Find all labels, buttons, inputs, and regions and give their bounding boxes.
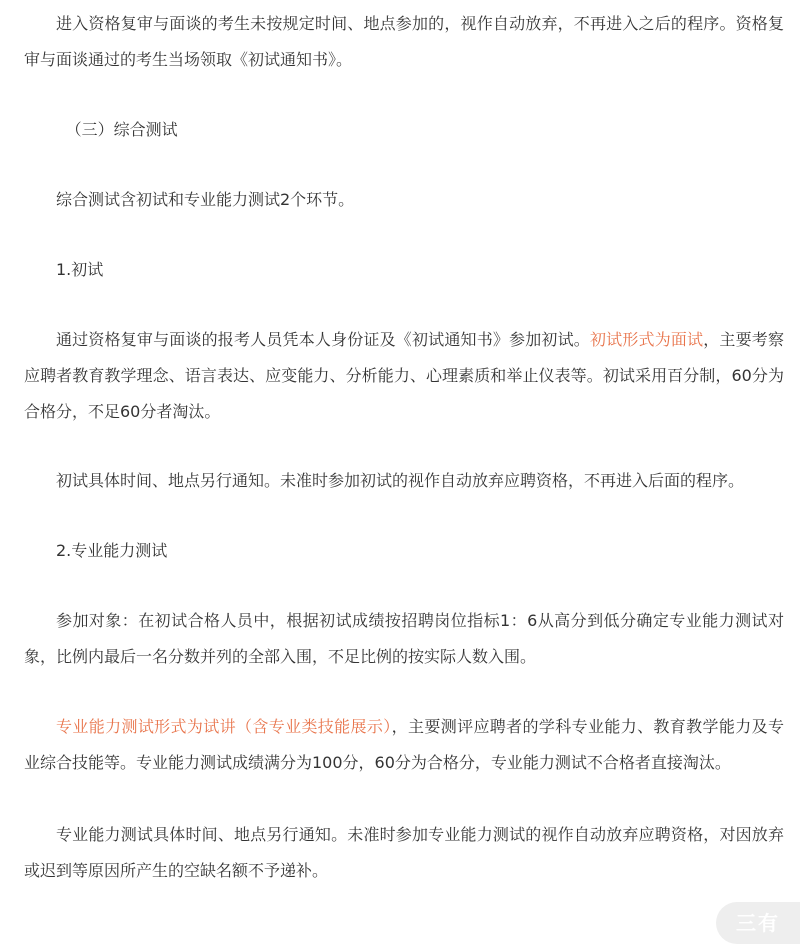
watermark-badge: [716, 902, 800, 944]
article-body: [24, 6, 784, 889]
preliminary-test-text-1: 通过资格复审与面谈的报考人员凭本人身份证及《初试通知书》参加初试。: [56, 330, 590, 349]
professional-test-text: ，主要测评应聘者的学科专业能力、教育教学能力及专业综合技能等。专业能力测试成绩满分为100分，60分为合格分，专业能力测试不合格者直接淘汰。: [24, 717, 784, 772]
watermark-label: 三有: [736, 911, 780, 935]
subheading-preliminary-test: 1.初试: [56, 260, 104, 279]
preliminary-test-format-highlight: 初试形式为面试: [589, 330, 704, 349]
paragraph-review-rules: 进入资格复审与面谈的考生未按规定时间、地点参加的，视作自动放弃，不再进入之后的程序。资格复审与面谈通过的考生当场领取《初试通知书》。: [24, 14, 784, 69]
section-heading-comprehensive-test: （三）综合测试: [65, 120, 178, 139]
professional-test-format-highlight: 专业能力测试形式为试讲（含专业类技能展示）: [56, 717, 392, 736]
paragraph-professional-schedule: 专业能力测试具体时间、地点另行通知。未准时参加专业能力测试的视作自动放弃应聘资格，对因放弃或迟到等原因所产生的空缺名额不予递补。: [24, 825, 784, 880]
paragraph-professional-test-format: [24, 709, 784, 781]
subheading-professional-test: 2.专业能力测试: [56, 541, 168, 560]
preliminary-test-text-2: ，主要考察应聘者教育教学理念、语言表达、应变能力、分析能力、心理素质和举止仪表等。初试采用百分制，60分为合格分，不足60分者淘汰。: [24, 330, 784, 421]
paragraph-professional-participants: 参加对象：在初试合格人员中，根据初试成绩按招聘岗位指标1：6从高分到低分确定专业能力测试对象，比例内最后一名分数并列的全部入围，不足比例的按实际人数入围。: [24, 611, 784, 666]
paragraph-test-overview: 综合测试含初试和专业能力测试2个环节。: [56, 190, 355, 209]
paragraph-preliminary-schedule: 初试具体时间、地点另行通知。未准时参加初试的视作自动放弃应聘资格，不再进入后面的程序。: [56, 471, 745, 490]
paragraph-preliminary-test: [24, 322, 784, 430]
